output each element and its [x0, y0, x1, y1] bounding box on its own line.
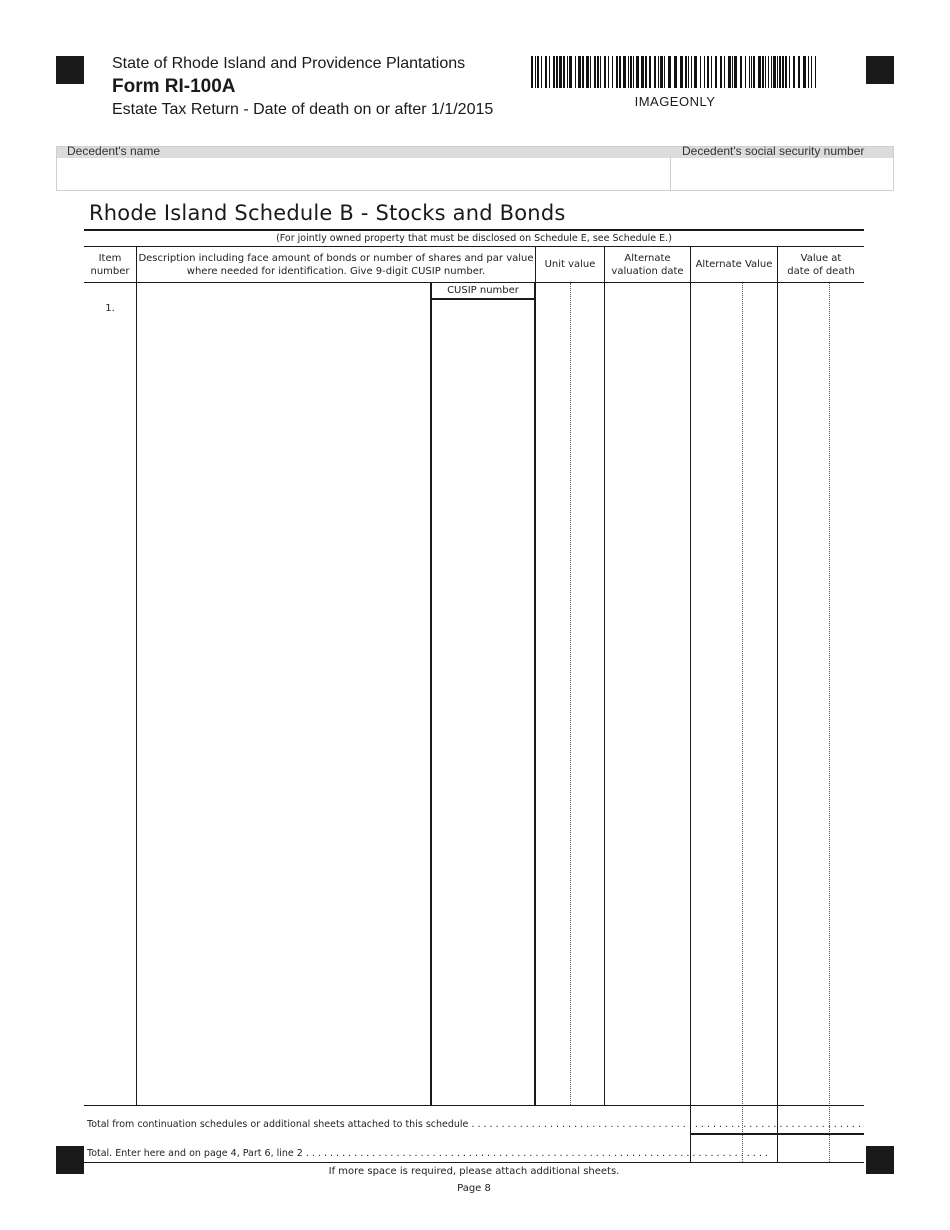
barcode-bar: [553, 56, 555, 88]
barcode-bar: [569, 56, 572, 88]
barcode-bar: [740, 56, 742, 88]
barcode-bar: [691, 56, 692, 88]
form-subtitle: Estate Tax Return - Date of death on or after 1/1/2015: [112, 101, 494, 118]
col-header-value-line1: Value at: [800, 252, 842, 264]
barcode-bar: [724, 56, 725, 88]
leader-dots: . . . . . . . . . . . . . . . . . . . . . . . . . . . . . . . . . . . . . . . . . . . . . . . . . . . . . . . . . . . . . . . . . . . . . . . . . . . . .: [302, 1148, 768, 1159]
barcode-bar: [575, 56, 576, 88]
barcode-bar: [700, 56, 701, 88]
title-rule: [84, 229, 864, 231]
decedent-ssn-label: Decedent's social security number: [682, 144, 865, 158]
leader-dots: . . . . . . . . . . . . . . . . . . . . . . . . . . . . . . . . . . . . . . . . . . . . . . . . . . . . . . . . . . . . . . . . .: [468, 1119, 861, 1130]
barcode-bar: [753, 56, 755, 88]
barcode-bar: [582, 56, 584, 88]
barcode-bar: [633, 56, 634, 88]
form-title: Form RI-100A: [112, 76, 236, 97]
cusip-label: CUSIP number: [447, 285, 519, 296]
barcode-bar: [789, 56, 790, 88]
barcode-bar: [745, 56, 746, 88]
barcode-bar: [779, 56, 781, 88]
total-label: Total. Enter here and on page 4, Part 6, line 2 . . . . . . . . . . . . . . . . . . . . . . . . . . . . . . . . . . . . . . . . . . . . . . . . . . . . . . . . . . . . . . . . . . . . . . . . . . . . .: [87, 1148, 768, 1159]
barcode-bar: [808, 56, 809, 88]
barcode-bar: [619, 56, 621, 88]
continuation-alt-value-field[interactable]: [691, 1106, 777, 1133]
barcode-bar: [594, 56, 596, 88]
barcode-bar: [711, 56, 712, 88]
barcode-bar: [768, 56, 769, 88]
item-number-1: 1.: [105, 303, 115, 314]
barcode-bar: [785, 56, 787, 88]
barcode-bar: [803, 56, 806, 88]
alternate-date-field[interactable]: [605, 283, 690, 1105]
total-alt-value-field[interactable]: [691, 1135, 777, 1162]
barcode-bar: [658, 56, 659, 88]
barcode-bar: [590, 56, 591, 88]
barcode-bar: [641, 56, 644, 88]
barcode-bar: [749, 56, 750, 88]
col-header-value-line2: date of death: [787, 265, 855, 277]
barcode-bar: [762, 56, 764, 88]
barcode-bar: [654, 56, 656, 88]
col-header-value-at-death: [778, 247, 864, 282]
barcode-bar: [668, 56, 671, 88]
col-header-unit-value: Unit value: [544, 259, 596, 270]
col-header-item-line2: number: [90, 265, 130, 277]
col-header-item-line1: Item: [98, 252, 122, 264]
barcode-bar: [688, 56, 689, 88]
barcode-bar: [567, 56, 568, 88]
barcode-bar: [798, 56, 800, 88]
schedule-note: (For jointly owned property that must be disclosed on Schedule E, see Schedule E.): [276, 233, 672, 244]
total-value-field[interactable]: [778, 1135, 864, 1162]
col-header-description-line2: where needed for identification. Give 9-digit CUSIP number.: [186, 265, 486, 277]
value-at-death-field[interactable]: [778, 283, 864, 1105]
unit-value-field[interactable]: [536, 283, 604, 1105]
cusip-field[interactable]: [432, 300, 534, 1105]
barcode-bar: [720, 56, 722, 88]
registration-mark-top-left: [56, 56, 84, 84]
barcode-bar: [600, 56, 601, 88]
decedent-ssn-field[interactable]: [671, 158, 893, 190]
barcode-bar: [612, 56, 613, 88]
totals-bottom-rule: [84, 1162, 864, 1163]
barcode-bar: [793, 56, 795, 88]
col-header-description-line1: Description including face amount of bonds or number of shares and par value: [138, 252, 534, 264]
barcode-bar: [628, 56, 629, 88]
barcode-bar: [541, 56, 542, 88]
col-header-alternate-value: Alternate Value: [695, 259, 773, 270]
barcode-bar: [758, 56, 761, 88]
barcode-bar: [811, 56, 812, 88]
barcode-bar: [728, 56, 731, 88]
barcode-bar: [535, 56, 536, 88]
barcode-bar: [559, 56, 562, 88]
barcode: [531, 56, 817, 88]
barcode-bar: [773, 56, 776, 88]
barcode-bar: [604, 56, 606, 88]
barcode-bar: [732, 56, 733, 88]
barcode-bar: [645, 56, 647, 88]
barcode-bar: [545, 56, 547, 88]
decedent-name-field[interactable]: [57, 158, 669, 190]
barcode-bar: [707, 56, 709, 88]
registration-mark-top-right: [866, 56, 894, 84]
barcode-bar: [623, 56, 626, 88]
description-field[interactable]: [137, 283, 430, 1105]
barcode-bar: [608, 56, 609, 88]
barcode-bar: [782, 56, 784, 88]
barcode-bar: [660, 56, 663, 88]
col-header-alternate-date-line1: Alternate: [624, 252, 671, 264]
barcode-bar: [537, 56, 539, 88]
barcode-bar: [771, 56, 772, 88]
barcode-bar: [616, 56, 618, 88]
barcode-bar: [597, 56, 599, 88]
more-space-note: If more space is required, please attach additional sheets.: [328, 1166, 620, 1177]
image-only-label: IMAGEONLY: [634, 94, 716, 109]
barcode-bar: [649, 56, 651, 88]
col-header-description: [137, 247, 535, 282]
barcode-bar: [694, 56, 697, 88]
col-header-alternate-date: [605, 247, 690, 282]
barcode-bar: [630, 56, 632, 88]
alternate-value-field[interactable]: [691, 283, 777, 1105]
barcode-bar: [586, 56, 589, 88]
barcode-bar: [704, 56, 705, 88]
barcode-bar: [578, 56, 581, 88]
barcode-bar: [680, 56, 683, 88]
barcode-bar: [685, 56, 687, 88]
barcode-bar: [815, 56, 816, 88]
page-number: Page 8: [457, 1183, 491, 1194]
continuation-value-field[interactable]: [778, 1106, 864, 1133]
barcode-bar: [777, 56, 778, 88]
barcode-bar: [549, 56, 550, 88]
continuation-total-label: Total from continuation schedules or additional sheets attached to this schedule . . . . . . . . . . . . . . . . . . . . . . . . . . . . . . . . . . . . . . . . . . . . . . . . . . . . . . . . . . . . . . . . .: [87, 1119, 861, 1130]
registration-mark-bottom-left: [56, 1146, 84, 1174]
col-header-alternate-date-line2: valuation date: [611, 265, 684, 277]
barcode-bar: [664, 56, 665, 88]
state-name: State of Rhode Island and Providence Plantations: [112, 55, 466, 72]
barcode-bar: [556, 56, 558, 88]
col-header-item: [84, 247, 136, 282]
barcode-bar: [734, 56, 737, 88]
schedule-title: Rhode Island Schedule B - Stocks and Bonds: [89, 201, 566, 225]
divider-description-header: [535, 247, 536, 282]
decedent-name-label: Decedent's name: [67, 144, 161, 158]
barcode-bar: [563, 56, 565, 88]
barcode-bar: [636, 56, 639, 88]
barcode-bar: [531, 56, 533, 88]
barcode-bar: [674, 56, 677, 88]
barcode-bar: [765, 56, 766, 88]
barcode-bar: [751, 56, 752, 88]
barcode-bar: [715, 56, 717, 88]
registration-mark-bottom-right: [866, 1146, 894, 1174]
